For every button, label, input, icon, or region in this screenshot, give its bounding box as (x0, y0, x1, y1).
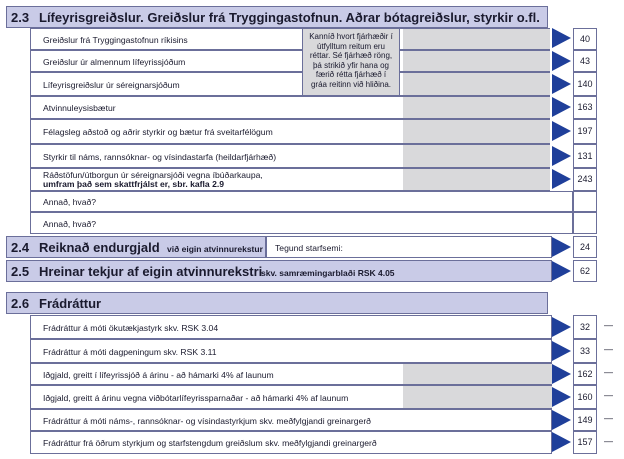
correction-cell[interactable] (403, 97, 550, 118)
arrow-icon (552, 432, 571, 452)
section-title: Reiknað endurgjald (39, 240, 160, 255)
row-label: Iðgjald, greitt í lífeyrissjóð á árinu - að hámarki 4% af launum (43, 370, 274, 380)
minus-sign: — (604, 344, 613, 354)
table-row (30, 72, 550, 96)
row-label-bold: umfram það sem skattfrjálst er, sbr. kafla 2.9 (43, 179, 225, 189)
row-label: Iðgjald, greitt á árinu vegna viðbótarlífeyrissparnaðar - að hámarki 4% af launum (43, 393, 349, 403)
table-row (30, 168, 550, 191)
row-label: Greiðslur frá Tryggingastofnun ríkisins (43, 35, 188, 45)
row-label: Lífeyrisgreiðslur úr séreignarsjóðum (43, 80, 180, 90)
arrow-icon (552, 237, 571, 257)
code-box[interactable]: 43 (573, 50, 597, 72)
code-box[interactable] (573, 191, 597, 212)
arrow-icon (552, 387, 571, 407)
section-number: 2.4 (11, 240, 30, 255)
arrow-icon (552, 97, 571, 117)
table-row (30, 363, 552, 385)
table-row (30, 212, 573, 234)
row-label: Frádráttur á móti ökutækjastyrk skv. RSK 3.04 (43, 323, 219, 333)
row-label: Félagsleg aðstoð og aðrir styrkir og bætur frá sveitarfélögum (43, 127, 273, 137)
correction-cell[interactable] (403, 29, 550, 49)
arrow-icon (552, 364, 571, 384)
row-label: Frádráttur á móti dagpeningum skv. RSK 3.11 (43, 347, 217, 357)
section-number: 2.6 (11, 296, 30, 311)
section-2-5-header (6, 260, 552, 282)
activity-label: Tegund starfsemi: (275, 243, 343, 253)
code-box[interactable]: 243 (573, 168, 597, 191)
correction-cell[interactable] (403, 169, 550, 190)
row-label: Styrkir til náms, rannsóknar- og vísindastarfa (heildarfjárhæð) (43, 152, 277, 162)
code-box[interactable]: 163 (573, 96, 597, 119)
arrow-icon (552, 121, 571, 141)
code-box[interactable]: 62 (573, 260, 597, 282)
table-row (30, 119, 550, 144)
row-label: Frádráttur frá öðrum styrkjum og starfstengdum greiðslum skv. meðfylgjandi greinargerð (43, 438, 377, 448)
row-label: Ráðstöfun/útborgun úr séreignarsjóði vegna íbúðarkaupa, (43, 170, 263, 180)
code-box[interactable]: 157 (573, 431, 597, 454)
minus-sign: — (604, 436, 613, 446)
section-2-6-header (6, 292, 548, 314)
code-box[interactable]: 40 (573, 28, 597, 50)
table-row (30, 315, 552, 339)
code-box[interactable]: 160 (573, 385, 597, 409)
minus-sign: — (604, 413, 613, 423)
minus-sign: — (604, 390, 613, 400)
table-row (30, 431, 552, 454)
section-number: 2.5 (11, 264, 30, 279)
section-title: Lífeyrisgreiðslur. Greiðslur frá Tryggingastofnun. Aðrar bótagreiðslur, styrkir o.fl. (39, 10, 540, 25)
arrow-icon (552, 74, 571, 94)
table-row (30, 144, 550, 168)
arrow-icon (552, 169, 571, 189)
table-row (30, 28, 550, 50)
code-box[interactable]: 162 (573, 363, 597, 385)
activity-field[interactable] (266, 236, 552, 258)
table-row (30, 339, 552, 363)
section-2-3-header (6, 6, 548, 28)
section-number: 2.3 (11, 10, 30, 25)
row-label: Atvinnuleysisbætur (43, 103, 116, 113)
section-2-4-header (6, 236, 266, 258)
correction-cell[interactable] (403, 73, 550, 95)
code-box[interactable]: 149 (573, 409, 597, 431)
code-box[interactable]: 32 (573, 315, 597, 339)
row-label: Frádráttur á móti náms-, rannsóknar- og vísindastyrkjum skv. meðfylgjandi greinargerð (43, 416, 371, 426)
minus-sign: — (604, 320, 613, 330)
correction-cell[interactable] (403, 386, 552, 408)
code-box[interactable]: 140 (573, 72, 597, 96)
section-title: Frádráttur (39, 296, 102, 311)
section-title: Hreinar tekjur af eigin atvinnurekstri (39, 264, 263, 279)
arrow-icon (552, 28, 571, 48)
code-box[interactable]: 197 (573, 119, 597, 144)
code-box[interactable]: 24 (573, 236, 597, 258)
minus-sign: — (604, 367, 613, 377)
correction-cell[interactable] (403, 120, 550, 143)
table-row (30, 385, 552, 409)
table-row (30, 50, 550, 72)
row-label: Annað, hvað? (43, 219, 97, 229)
table-row (30, 96, 550, 119)
code-box[interactable]: 131 (573, 144, 597, 168)
code-box[interactable]: 33 (573, 339, 597, 363)
arrow-icon (552, 410, 571, 430)
correction-cell[interactable] (403, 145, 550, 167)
instruction-note: Kanníð hvort fjárhæðir í útfylltum reitum eru réttar. Sé fjárhæð röng, þá strikið yfir hana og færið rétta fjárhæð í gráa reitinn við hliðina. (302, 29, 400, 95)
table-row (30, 409, 552, 431)
section-subtitle: við eigin atvinnurekstur (167, 244, 263, 254)
arrow-icon (552, 341, 571, 361)
table-row (30, 191, 573, 212)
arrow-icon (552, 317, 571, 337)
correction-cell[interactable] (403, 51, 550, 71)
code-box[interactable] (573, 212, 597, 234)
section-subtitle: skv. samræmingarblaði RSK 4.05 (261, 268, 395, 278)
row-label: Annað, hvað? (43, 197, 97, 207)
arrow-icon (552, 51, 571, 71)
arrow-icon (552, 146, 571, 166)
correction-cell[interactable] (403, 364, 552, 384)
row-label: Greiðslur úr almennum lífeyrissjóðum (43, 57, 186, 67)
arrow-icon (552, 261, 571, 281)
